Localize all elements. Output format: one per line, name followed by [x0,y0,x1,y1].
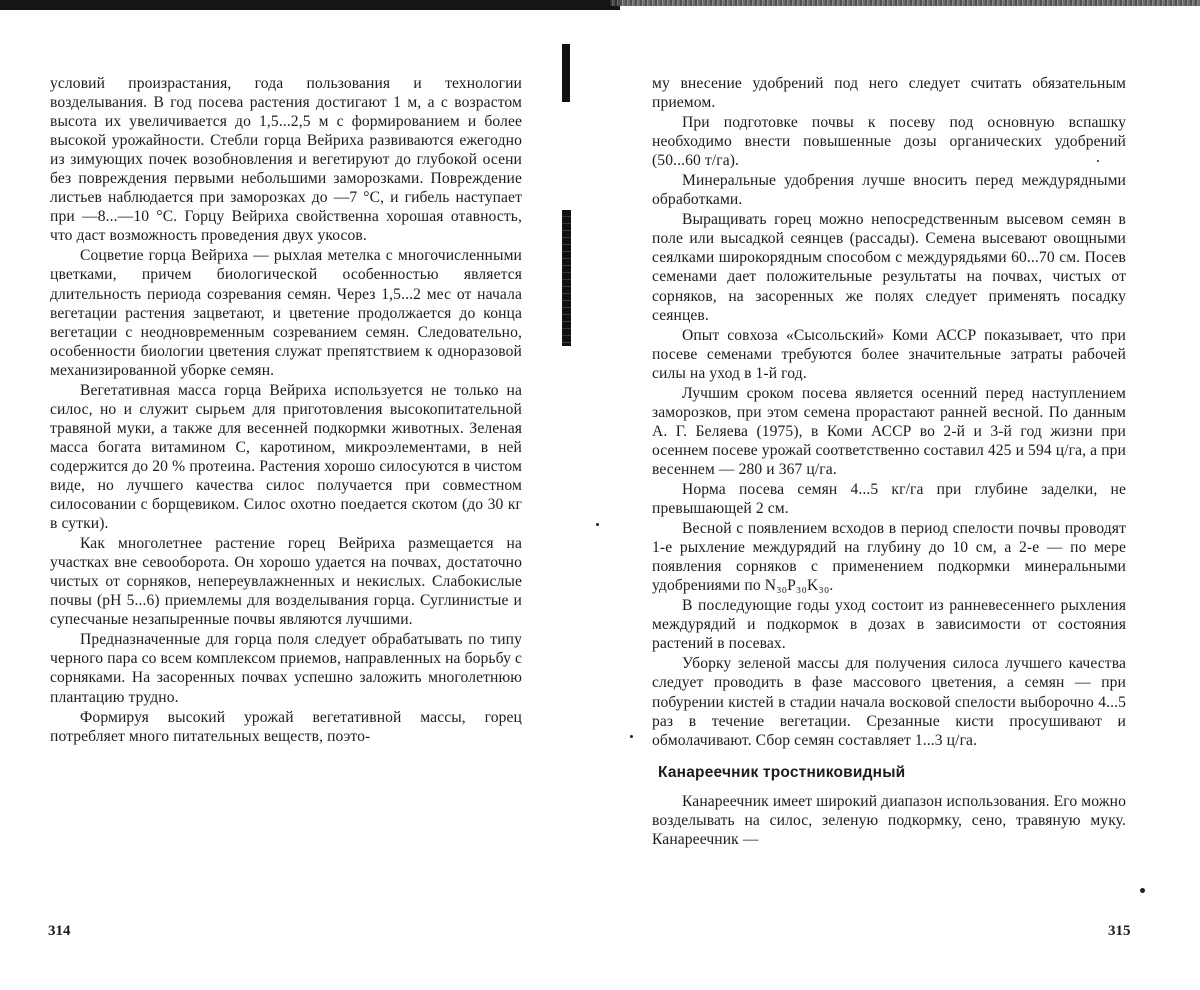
paragraph: Уборку зеленой массы для получения силоса лучшего качества следует проводить в фазе массового цветения, а семян — при побурении кистей в стадии начала восковой спелости выборочно 4...5 раз в течение вегетации. Срезанные кисти просушивают и обмолачивают. Сбор семян составляет 1...3 ц/га. [652,655,1126,749]
paragraph: Как многолетнее растение горец Вейриха размещается на участках вне севооборота. Он хорошо удается на почвах, достаточно чистых от сорняков, непереувлажненных и некислых. Слабокислые почвы (pH 5...6) приемлемы для возделывания горца. Суглинистые и супесчаные незапыренные почвы являются лучшими. [50,535,522,629]
page-number-right: 315 [1108,923,1131,939]
paragraph: Формируя высокий урожай вегетативной массы, горец потребляет много питательных веществ, поэто- [50,708,522,745]
paragraph: Предназначенные для горца поля следует обрабатывать по типу черного пара со всем комплексом приемов, направленных на борьбу с сорняками. На засоренных почвах успешно заложить многолетнюю плантацию трудно. [50,631,522,706]
scan-edge-shadow [0,0,620,10]
paragraph: условий произрастания, года пользования и технологии возделывания. В год посева растения достигают 1 м, а с возрастом высота их увеличивается до 1,5...2,5 м с формированием и более высокой урожайности. Стебли горца Вейриха развиваются ежегодно из зимующих почек возобновления и вегетируют до глубокой осени без повреждения первыми небольшими заморозками. Повреждение листьев наблюдается при заморозках до —7 °С, и гибель наступает при —8...—10 °С. Горцу Вейриха свойственна хорошая отавность, что даст возможность проведения двух укосов. [50,75,522,245]
paragraph: Опыт совхоза «Сысольский» Коми АССР показывает, что при посеве семенами требуются более значительные затраты рабочей силы на уход в 1-й год. [652,326,1126,382]
scan-speck [630,735,633,738]
gutter-binding-mark [562,210,571,346]
paragraph: Весной с появлением всходов в период спелости почвы проводят 1-е рыхление междурядий на глубину до 10 см, а 2-е — по мере появления сорняков с применением подкормки минеральными удобрениями по N₃₀P₃₀K₃₀. [652,520,1126,595]
page-number-left: 314 [48,923,71,939]
paragraph: Канареечник имеет широкий диапазон использования. Его можно возделывать на силос, зеленую подкормку, сено, травяную муку. Канареечник — [652,792,1126,848]
paragraph: В последующие годы уход состоит из ранневесеннего рыхления междурядий и подкормок в дозах в зависимости от состояния растений в посевах. [652,597,1126,653]
paragraph: му внесение удобрений под него следует считать обязательным приемом. [652,75,1126,112]
scan-speck [596,523,599,526]
paragraph: При подготовке почвы к посеву под основную вспашку необходимо внести повышенные дозы органических удобрений (50...60 т/га). [652,114,1126,170]
section-heading: Канареечник тростниковидный [658,763,906,781]
paragraph: Лучшим сроком посева является осенний перед наступлением заморозков, при этом семена прорастают ранней весной. По данным А. Г. Беляева (1975), в Коми АССР во 2-й и 3-й год жизни при осеннем посеве урожай соответственно составил 425 и 594 ц/га, а при весеннем — 280 и 367 ц/га. [652,384,1126,478]
left-page [50,74,522,746]
scan-edge-shadow-right [610,0,1200,6]
paragraph: Минеральные удобрения лучше вносить перед междурядными обработками. [652,172,1126,209]
scan-speck [1140,888,1145,893]
gutter-binding-mark [562,44,570,102]
paragraph: Выращивать горец можно непосредственным высевом семян в поле или высадкой сеянцев (рассады). Семена высевают овощными сеялками широкорядным способом с междурядьями 60...70 см. Посев семенами дает положительные результаты на почвах, чистых от сорняков, на засоренных же полях следует применять посадку сеянцев. [652,211,1126,324]
right-page [652,74,1126,849]
paragraph: Норма посева семян 4...5 кг/га при глубине заделки, не превышающей 2 см. [652,480,1126,518]
paragraph: Вегетативная масса горца Вейриха используется не только на силос, но и служит сырьем для приготовления высокопитательной травяной муки, а также для весенней подкормки животных. Зеленая масса богата витамином С, каротином, микроэлементами, в ней содержится до 20 % протеина. Растения хорошо силосуются в чистом виде, но лучшего качества силос получается при совместном силосовании с борщевиком. Силос охотно поедается скотом (до 30 кг в сутки). [50,381,522,533]
paragraph: Соцветие горца Вейриха — рыхлая метелка с многочисленными цветками, причем биологической особенностью является длительность периода созревания семян. Через 1,5...2 мес от начала вегетации растения зацветают, и цветение продолжается до конца вегетации с неодновременным созреванием семян. Следовательно, особенности биологии цветения служат препятствием к одноразовой механизированной уборке семян. [50,247,522,379]
